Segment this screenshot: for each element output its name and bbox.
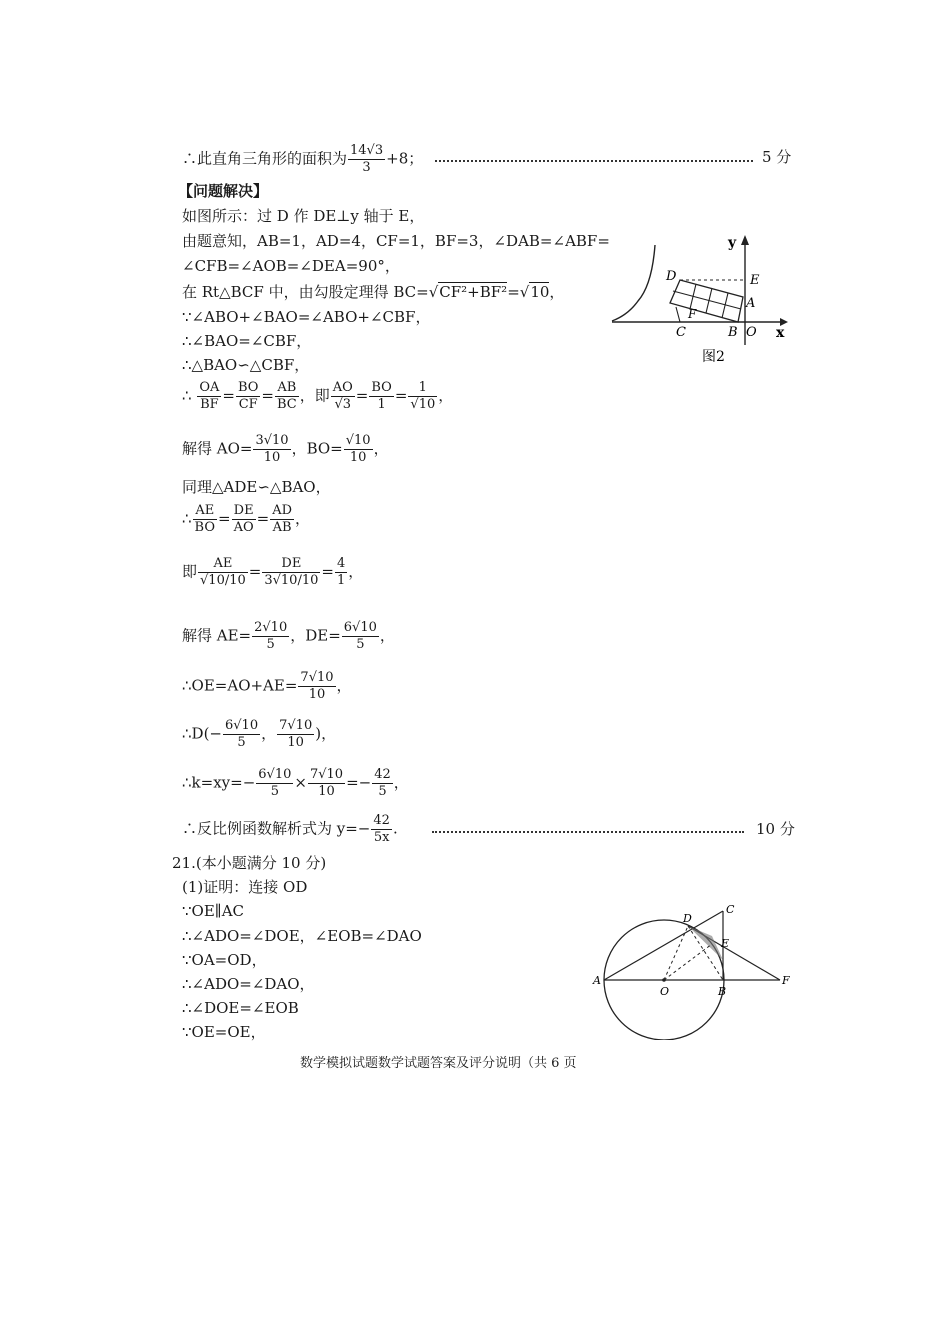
fraction (270, 503, 294, 536)
label-c: C (726, 903, 735, 916)
label-b: B (728, 325, 738, 340)
fraction (348, 143, 385, 176)
text: = (394, 386, 408, 405)
numerator: 42 (373, 813, 390, 828)
text: ，BO= (291, 439, 343, 458)
text: )， (315, 724, 337, 743)
denominator: 10 (287, 735, 304, 750)
denominator: √10/10 (200, 573, 246, 588)
fraction (223, 718, 260, 751)
numerator: 7√10 (309, 767, 344, 782)
text: = (256, 509, 270, 528)
text: = (248, 562, 262, 581)
fraction (232, 503, 256, 536)
numerator: 6√10 (343, 620, 377, 635)
text: ，DE= (290, 626, 341, 645)
solve-line (182, 433, 389, 466)
fraction (262, 556, 320, 589)
numerator: DE (232, 503, 256, 520)
text: ∴此直角三角形的面积为 (182, 149, 348, 168)
numerator: 1 (408, 380, 437, 397)
label-d: D (666, 269, 677, 284)
rectangle-abcd (670, 280, 743, 322)
solve-line (182, 620, 395, 653)
area-line (182, 143, 423, 176)
text: ，即 (299, 386, 330, 405)
numerator: AB (275, 380, 299, 397)
ratio-line (182, 380, 453, 413)
fraction (193, 503, 217, 536)
denominator: 5 (270, 784, 279, 799)
text: ∴ (182, 509, 192, 528)
text: ， (261, 724, 277, 743)
fraction (198, 556, 248, 589)
solve-line (182, 670, 352, 703)
numerator: AD (272, 503, 293, 518)
proof-line: (1)证明：连接 OD (182, 878, 308, 896)
denominator: 10 (308, 687, 326, 702)
fraction (256, 767, 293, 800)
text: = (355, 386, 369, 405)
proof-line: ∴∠DOE=∠EOB (182, 999, 299, 1017)
denominator: √3 (334, 397, 352, 412)
proof-line: ∠CFB=∠AOB=∠DEA=90°， (182, 257, 400, 275)
denominator: BF (200, 397, 219, 412)
denominator: √10 (410, 397, 436, 412)
denominator: 5x (373, 830, 390, 845)
fraction (298, 670, 335, 703)
numerator: AE (193, 503, 217, 520)
text: ， (348, 562, 364, 581)
fraction (252, 620, 289, 653)
k-line (182, 767, 409, 800)
ratio-line (182, 556, 363, 589)
text: = (507, 283, 520, 301)
numerator: 7√10 (279, 718, 313, 733)
score-5: 5 分 (762, 148, 792, 166)
label-o: O (746, 325, 757, 340)
radicand: CF²+BF² (439, 283, 508, 301)
numerator: 14√3 (350, 143, 384, 158)
text: 即 (182, 562, 198, 581)
text: ∴反比例函数解析式为 y=− (182, 819, 371, 838)
text: ∴k=xy=− (182, 773, 256, 792)
numerator: AE (198, 556, 248, 573)
text: ， (295, 509, 311, 528)
proof-line: ∴△BAO∽△CBF， (182, 356, 310, 374)
text: 解得 AE= (182, 626, 252, 645)
denominator: 10 (349, 450, 367, 465)
denominator: AB (272, 520, 292, 535)
dashed-od (664, 926, 688, 980)
numerator: 7√10 (300, 670, 334, 685)
text: ， (393, 773, 409, 792)
point-d-line (182, 718, 336, 751)
denominator: BC (276, 397, 297, 412)
dashed-oe (664, 944, 712, 980)
proof-line: 由题意知，AB=1，AD=4，CF=1，BF=3，∠DAB=∠ABF= (182, 232, 610, 250)
denominator: AO (233, 520, 254, 535)
denominator: 3 (362, 160, 371, 175)
segment-ac (604, 911, 723, 980)
fraction (335, 556, 347, 589)
question-21-title: 21.(本小题满分 10 分) (172, 854, 327, 872)
numerator: BO (371, 380, 392, 395)
proof-line: ∵OA=OD， (182, 951, 267, 969)
fraction (331, 380, 355, 413)
fraction (369, 380, 393, 413)
denominator: 5 (356, 637, 365, 652)
text: = (218, 509, 231, 528)
text: =− (346, 773, 372, 792)
denominator: 5 (237, 735, 246, 750)
figure-caption: 图2 (702, 349, 725, 365)
proof-line: 在 Rt△BCF 中，由勾股定理得 BC=√CF²+BF²=√10， (182, 283, 565, 301)
text: ， (549, 283, 565, 301)
denominator: 10 (318, 784, 335, 799)
text: ∴ (182, 386, 192, 405)
denominator: 1 (377, 397, 386, 412)
denominator: 5 (266, 637, 275, 652)
section-title: 【问题解决】 (178, 182, 269, 200)
proof-line: ∵∠ABO+∠BAO=∠ABO+∠CBF， (182, 308, 431, 326)
numerator: AO (332, 380, 353, 395)
numerator: 4 (336, 556, 346, 571)
label-d: D (683, 912, 692, 925)
text: × (294, 773, 307, 792)
text: = (261, 386, 274, 405)
label-o: O (660, 985, 670, 998)
hyperbola-curve (612, 245, 655, 321)
numerator: 6√10 (258, 767, 292, 782)
text: . (392, 819, 398, 838)
proof-line: 如图所示：过 D 作 DE⊥y 轴于 E， (182, 207, 425, 225)
fraction (275, 380, 299, 413)
text: = (321, 562, 334, 581)
label-x: x (776, 325, 785, 341)
proof-line: ∴∠ADO=∠DAO， (182, 975, 315, 993)
text: 解得 AO= (182, 439, 253, 458)
text: 在 Rt△BCF 中，由勾股定理得 BC= (182, 283, 429, 301)
fraction (236, 380, 260, 413)
denominator: 3√10/10 (264, 573, 319, 588)
leader-dots (432, 831, 744, 833)
segment-cf (676, 307, 680, 322)
text: = (222, 386, 235, 405)
text: ， (373, 439, 389, 458)
text: ， (336, 676, 352, 695)
y-axis-arrow (741, 235, 749, 245)
numerator: √10 (345, 433, 371, 448)
fraction (408, 380, 437, 413)
label-e: E (721, 937, 730, 950)
numerator: 6√10 (225, 718, 259, 733)
label-y: y (728, 235, 737, 251)
center-point (662, 978, 666, 982)
score-10: 10 分 (756, 820, 795, 838)
numerator: 42 (374, 767, 391, 782)
label-a: A (746, 296, 756, 311)
label-e: E (750, 273, 760, 288)
leader-dots (435, 160, 753, 162)
numerator: 2√10 (254, 620, 288, 635)
proof-line: ∴∠BAO=∠CBF， (182, 332, 312, 350)
numerator: OA (199, 380, 220, 395)
fraction (344, 433, 373, 466)
page-footer: 数学模拟试题数学试题答案及评分说明（共 6 页 (300, 1056, 577, 1071)
denominator: CF (238, 397, 258, 412)
label-a: A (593, 974, 601, 987)
numerator: 3√10 (255, 433, 289, 448)
figure-2 (610, 225, 800, 370)
figure-21 (590, 900, 800, 1040)
label-f: F (782, 974, 790, 987)
label-b: B (718, 985, 727, 998)
numerator: BO (237, 380, 259, 395)
text: ， (379, 626, 395, 645)
text: ∴OE=AO+AE= (182, 676, 298, 695)
text: ∴D(− (182, 724, 222, 743)
ratio-line (182, 503, 310, 536)
denominator: 10 (263, 450, 281, 465)
numerator: DE (262, 556, 320, 573)
label-f: F (688, 307, 697, 321)
fraction (197, 380, 221, 413)
fraction (371, 813, 392, 846)
text: +8； (386, 149, 424, 168)
denominator: 1 (336, 573, 346, 588)
function-line (182, 813, 398, 846)
proof-line: ∵OE∥AC (182, 902, 245, 920)
proof-line: ∴∠ADO=∠DOE，∠EOB=∠DAO (182, 927, 422, 945)
fraction (253, 433, 290, 466)
proof-line: 同理△ADE∽△BAO， (182, 478, 331, 496)
radicand: 10 (530, 283, 550, 301)
fraction (342, 620, 379, 653)
denominator: BO (194, 520, 215, 535)
fraction (277, 718, 314, 751)
proof-line: ∵OE=OE， (182, 1023, 266, 1041)
denominator: 5 (378, 784, 387, 799)
label-c: C (676, 325, 686, 340)
fraction (308, 767, 345, 800)
text: ， (438, 386, 454, 405)
fraction (372, 767, 393, 800)
